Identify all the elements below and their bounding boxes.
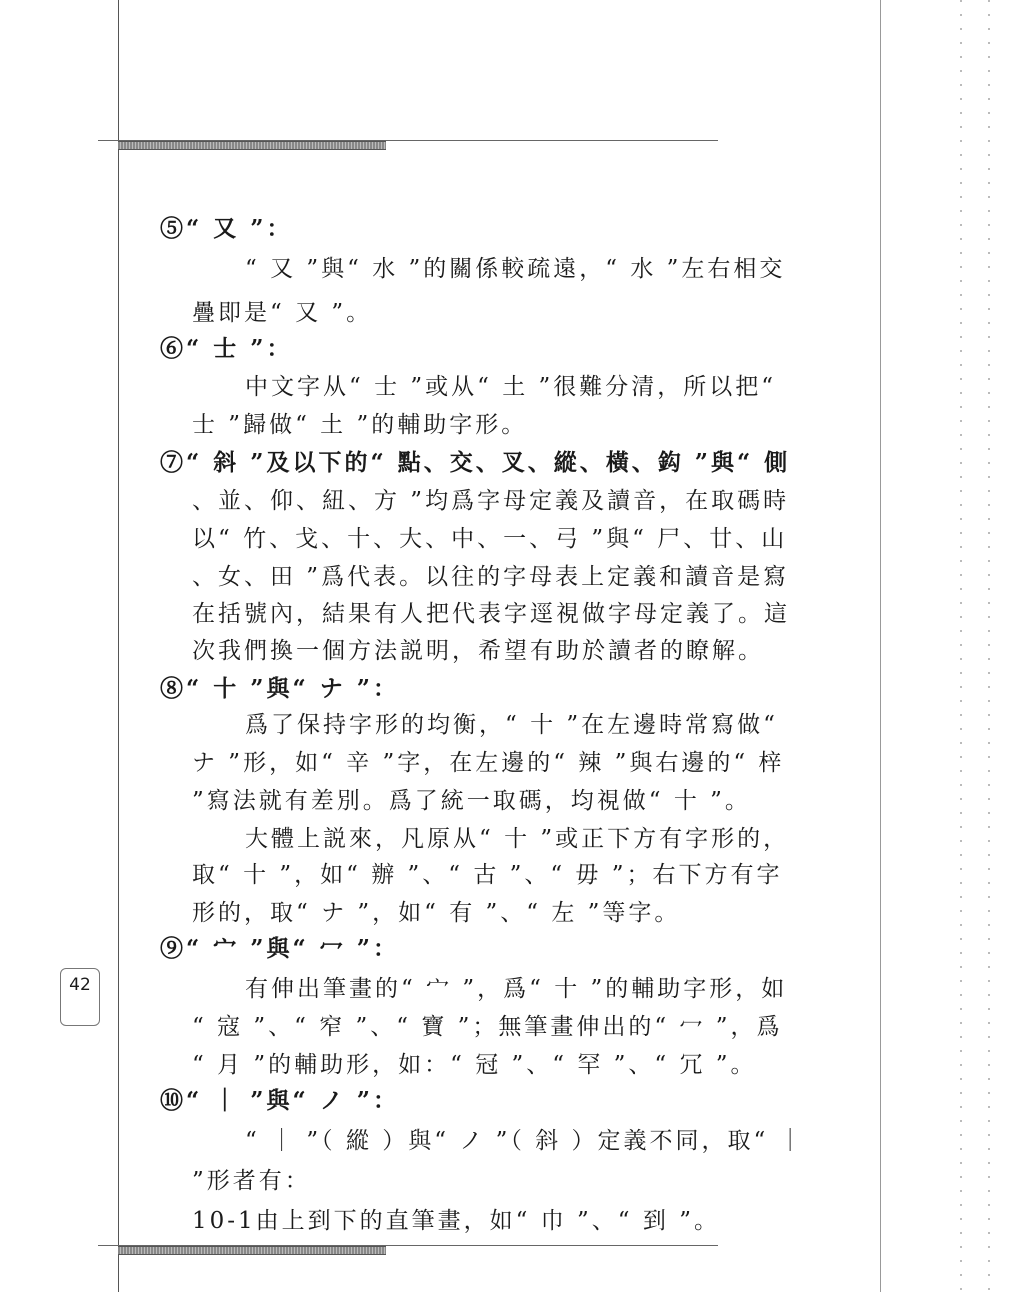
text-line: “ 月 ”的輔助形，如：“ 冠 ”、“ 罕 ”、“ 冗 ”。 xyxy=(192,1052,757,1078)
text-line: 爲了保持字形的均衡，“ 十 ”在左邊時常寫做“ xyxy=(245,712,778,738)
page-number: 42 xyxy=(60,968,100,1026)
item-7-heading: ⑦“ 斜 ”及以下的“ 點、交、叉、縱、橫、鈎 ”與“ 側 xyxy=(160,449,791,476)
item-8-heading: ⑧“ 十 ”與“ ナ ”： xyxy=(160,675,399,702)
text-line: ”寫法就有差別。爲了統一取碼，均視做“ 十 ”。 xyxy=(192,788,751,814)
left-margin-line xyxy=(118,0,119,1292)
text-line: “ ｜ ”（ 縱 ）與“ ノ ”（ 斜 ）定義不同，取“ ｜ xyxy=(245,1128,805,1154)
text-line: 有伸出筆畫的“ 宀 ”，爲“ 十 ”的輔助字形，如 xyxy=(245,976,788,1002)
text-line: 、女、田 ”爲代表。以往的字母表上定義和讀音是寫 xyxy=(192,564,790,590)
text-line: 大體上説來，凡原从“ 十 ”或正下方有字形的， xyxy=(245,826,790,852)
text-line: “ 寇 ”、“ 窄 ”、“ 寶 ”；無筆畫伸出的“ 冖 ”，爲 xyxy=(192,1014,783,1040)
text-line: 士 ”歸做“ 土 ”的輔助字形。 xyxy=(192,412,528,438)
page-edge-shadow-2 xyxy=(988,0,990,1292)
item-6-heading: ⑥“ 士 ”： xyxy=(160,335,293,362)
item-9-heading: ⑨“ 宀 ”與“ 冖 ”： xyxy=(160,935,399,962)
text-line: ナ ”形，如“ 辛 ”字，在左邊的“ 辣 ”與右邊的“ 梓 xyxy=(192,750,785,776)
text-line: 疊即是“ 又 ”。 xyxy=(192,300,373,326)
text-line: ”形者有： xyxy=(192,1168,311,1194)
text-line: 次我們換一個方法説明，希望有助於讀者的瞭解。 xyxy=(192,638,764,664)
text-line: 10-1由上到下的直筆畫，如“ 巾 ”、“ 到 ”。 xyxy=(192,1208,720,1234)
text-line: 在括號內，結果有人把代表字逕視做字母定義了。這 xyxy=(192,601,790,627)
page-edge-shadow xyxy=(960,0,962,1292)
text-line: 形的，取“ ナ ”，如“ 有 ”、“ 左 ”等字。 xyxy=(192,900,681,926)
text-line: 以“ 竹、戈、十、大、中、一、弓 ”與“ 尸、廿、山 xyxy=(192,526,788,552)
text-line: 、並、仰、紐、方 ”均爲字母定義及讀音，在取碼時 xyxy=(192,488,790,514)
bottom-rule-bar xyxy=(118,1246,386,1255)
text-line: 中文字从“ 士 ”或从“ 土 ”很難分清，所以把“ xyxy=(245,374,777,400)
text-line: “ 又 ”與“ 水 ”的關係較疏遠，“ 水 ”左右相交 xyxy=(245,256,786,282)
right-margin-line xyxy=(880,0,881,1292)
text-line: 取“ 十 ”，如“ 辦 ”、“ 古 ”、“ 毋 ”；右下方有字 xyxy=(192,862,783,888)
top-rule-bar xyxy=(118,141,386,150)
item-10-heading: ⑩“ ｜ ”與“ ノ ”： xyxy=(160,1087,399,1114)
item-5-heading: ⑤“ 又 ”： xyxy=(160,215,293,242)
